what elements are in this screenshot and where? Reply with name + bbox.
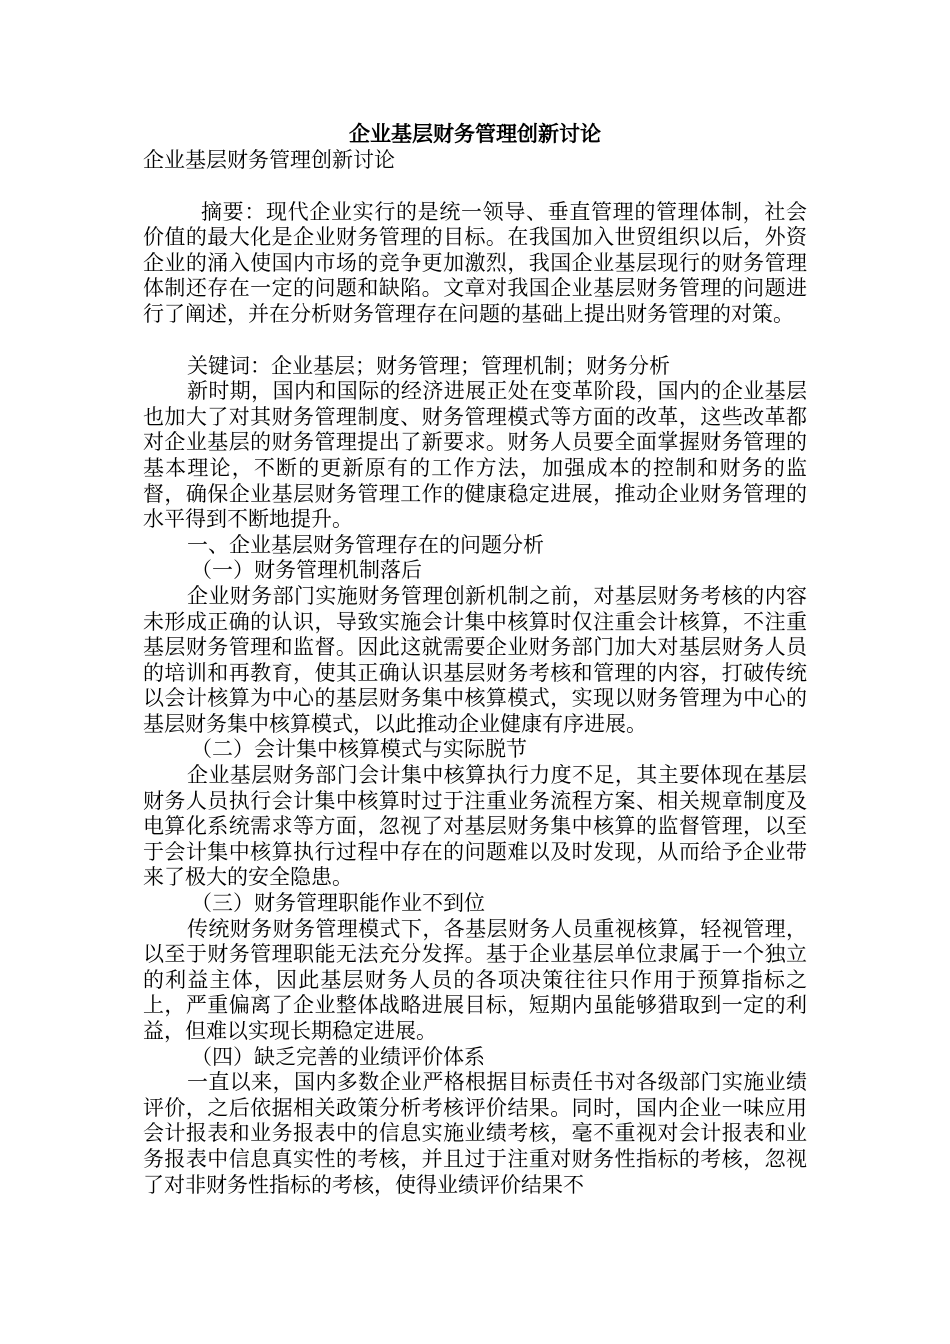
spacer [143, 328, 807, 354]
subsection-heading: （二）会计集中核算模式与实际脱节 [191, 737, 527, 762]
subsection-heading: （一）财务管理机制落后 [191, 558, 422, 583]
body-paragraph: 传统财务财务管理模式下，各基层财务人员重视核算，轻视管理，以至于财务管理职能无法充分发挥。基于企业基层单位隶属于一个独立的利益主体，因此基层财务人员的各项决策往往只作用于预算指标之上，严重偏离了企业整体战略进展目标，短期内虽能够猎取到一定的利益，但难以实现长期稳定进展。 [143, 916, 807, 1043]
spacer [143, 174, 807, 200]
subsection-heading: （四）缺乏完善的业绩评价体系 [191, 1044, 485, 1069]
body-paragraph: 企业基层财务部门会计集中核算执行力度不足，其主要体现在基层财务人员执行会计集中核算时过于注重业务流程方案、相关规章制度及电算化系统需求等方面，忽视了对基层财务集中核算的监督管理，以至于会计集中核算执行过程中存在的问题难以及时发现，从而给予企业带来了极大的安全隐患。 [143, 763, 807, 890]
body-paragraph: 企业财务部门实施财务管理创新机制之前，对基层财务考核的内容未形成正确的认识，导致实施会计集中核算时仅注重会计核算，不注重基层财务管理和监督。因此这就需要企业财务部门加大对基层财务人员的培训和再教育，使其正确认识基层财务考核和管理的内容，打破传统以会计核算为中心的基层财务集中核算模式，实现以财务管理为中心的基层财务集中核算模式，以此推动企业健康有序进展。 [143, 583, 807, 736]
intro-paragraph: 新时期，国内和国际的经济进展正处在变革阶段，国内的企业基层也加大了对其财务管理制度、财务管理模式等方面的改革，这些改革都对企业基层的财务管理提出了新要求。财务人员要全面掌握财务管理的基本理论，不断的更新原有的工作方法，加强成本的控制和财务的监督，确保企业基层财务管理工作的健康稳定进展，推动企业财务管理的水平得到不断地提升。 [143, 379, 807, 532]
section-heading: 一、企业基层财务管理存在的问题分析 [187, 532, 544, 557]
subsection-heading: （三）财务管理职能作业不到位 [191, 891, 485, 916]
body-paragraph: 一直以来，国内多数企业严格根据目标责任书对各级部门实施业绩评价，之后依据相关政策分析考核评价结果。同时，国内企业一味应用会计报表和业务报表中的信息实施业绩考核，毫不重视对会计报表和业务报表中信息真实性的考核，并且过于注重对财务性指标的考核，忽视了对非财务性指标的考核，使得业绩评价结果不 [143, 1070, 807, 1197]
document-title: 企业基层财务管理创新讨论 [349, 121, 601, 146]
keywords-line: 关键词：企业基层；财务管理；管理机制；财务分析 [187, 353, 670, 378]
abstract-paragraph: 摘要：现代企业实行的是统一领导、垂直管理的管理体制，社会价值的最大化是企业财务管理的目标。在我国加入世贸组织以后，外资企业的涌入使国内市场的竞争更加激烈，我国企业基层现行的财务管理体制还存在一定的问题和缺陷。文章对我国企业基层财务管理的问题进行了阐述，并在分析财务管理存在问题的基础上提出财务管理的对策。 [143, 199, 807, 326]
document-body [143, 120, 807, 1198]
document-subtitle: 企业基层财务管理创新讨论 [143, 148, 395, 172]
